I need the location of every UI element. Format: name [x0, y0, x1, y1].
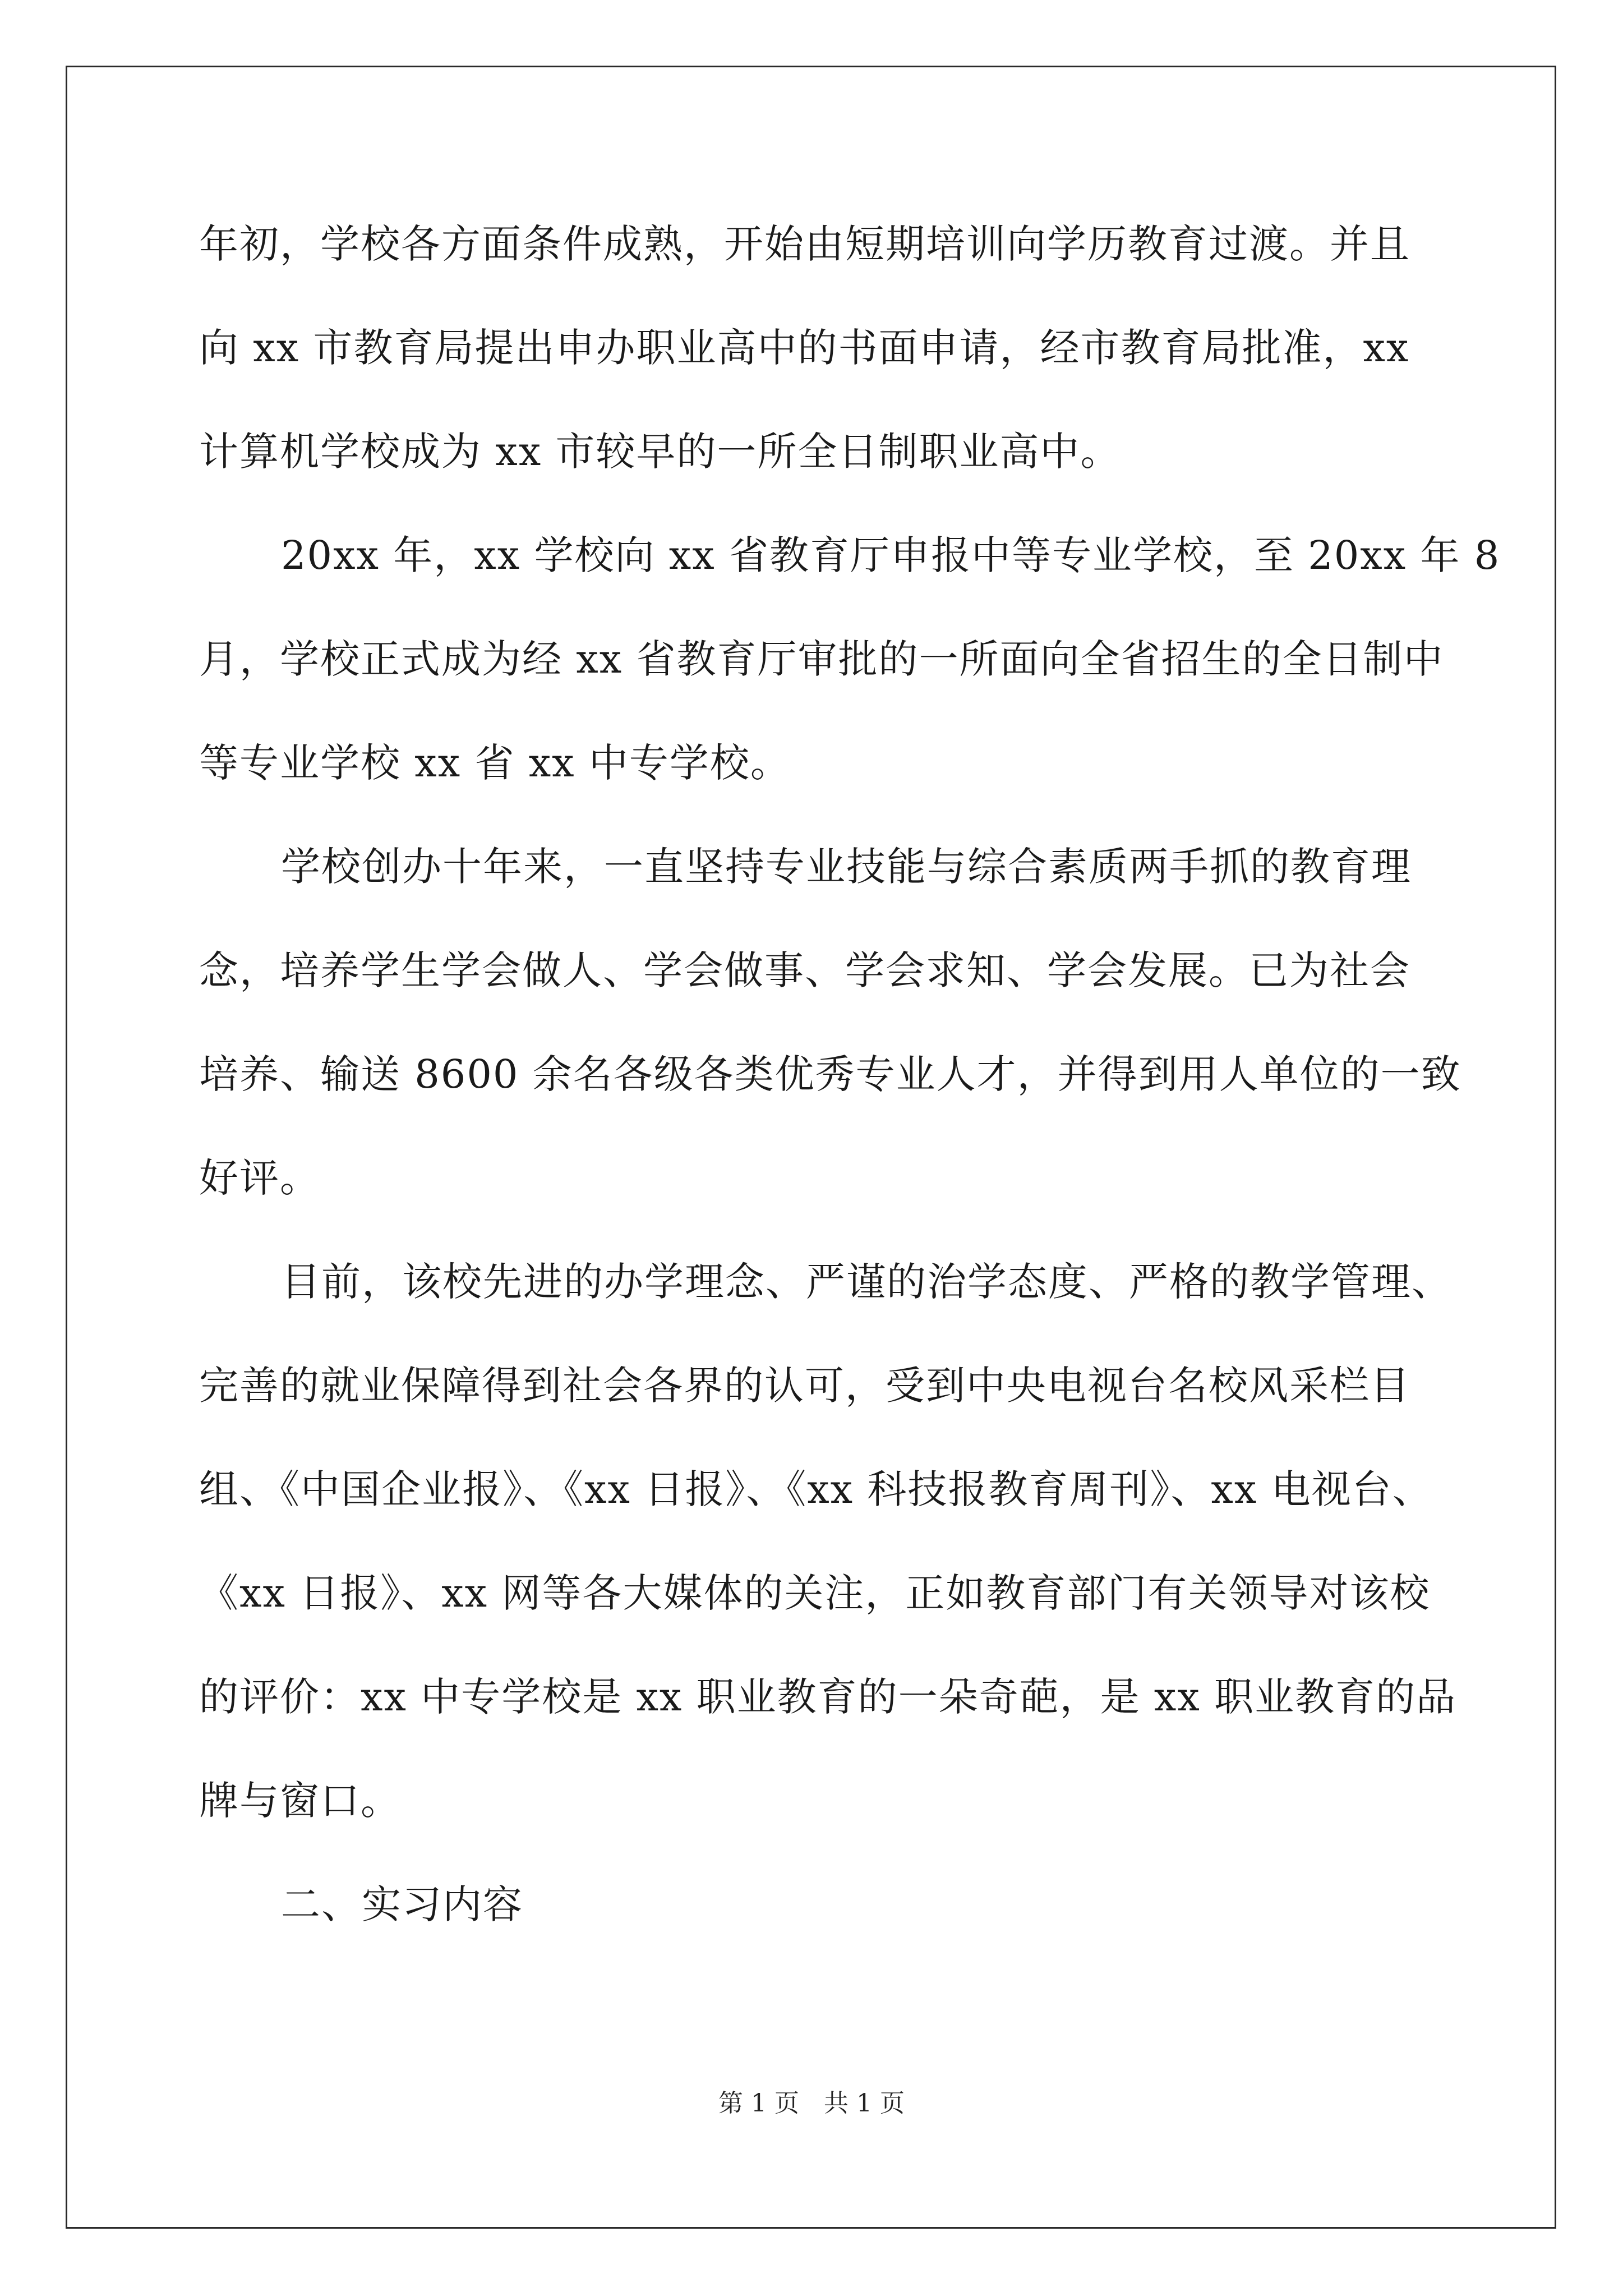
text-line: 年初，学校各方面条件成熟，开始由短期培训向学历教育过渡。并且 — [199, 221, 1410, 267]
text-line: 《xx 日报》、xx 网等各大媒体的关注，正如教育部门有关领导对该校 — [199, 1570, 1431, 1616]
text-line: 月，学校正式成为经 xx 省教育厅审批的一所面向全省招生的全日制中 — [199, 636, 1444, 682]
text-line: 计算机学校成为 xx 市较早的一所全日制职业高中。 — [199, 429, 1121, 475]
paragraph-start-line: 20xx 年，xx 学校向 xx 省教育厅申报中等专业学校，至 20xx 年 8 — [281, 532, 1501, 578]
paragraph-start-line: 学校创办十年来，一直坚持专业技能与综合素质两手抓的教育理 — [281, 844, 1412, 890]
document-body — [199, 216, 1501, 1980]
text-line: 的评价：xx 中专学校是 xx 职业教育的一朵奇葩，是 xx 职业教育的品 — [199, 1674, 1457, 1720]
text-line: 向 xx 市教育局提出申办职业高中的书面申请，经市教育局批准，xx — [199, 325, 1410, 371]
section-heading: 二、实习内容 — [281, 1881, 523, 1927]
text-line: 等专业学校 xx 省 xx 中专学校。 — [199, 740, 791, 786]
text-line: 念，培养学生学会做人、学会做事、学会求知、学会发展。已为社会 — [199, 947, 1410, 993]
text-line: 完善的就业保障得到社会各界的认可，受到中央电视台名校风采栏目 — [199, 1363, 1410, 1409]
text-line: 牌与窗口。 — [199, 1778, 401, 1824]
paragraph-start-line: 目前，该校先进的办学理念、严谨的治学态度、严格的教学管理、 — [281, 1259, 1452, 1305]
text-line: 好评。 — [199, 1155, 320, 1201]
text-line: 组、《中国企业报》、《xx 日报》、《xx 科技报教育周刊》、xx 电视台、 — [199, 1466, 1433, 1512]
page-footer: 第 1 页 共 1 页 — [718, 2089, 905, 2118]
text-line: 培养、输送 8600 余名各级各类优秀专业人才，并得到用人单位的一致 — [199, 1051, 1461, 1097]
